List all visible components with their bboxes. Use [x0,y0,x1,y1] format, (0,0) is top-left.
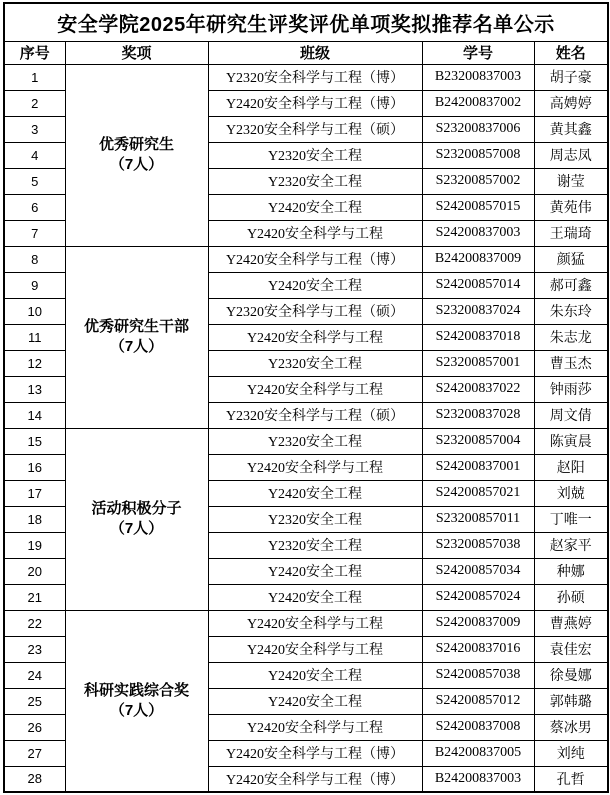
col-header-award: 奖项 [65,41,208,64]
row-number-cell: 15 [4,428,65,454]
student-id-cell: S24200857021 [422,480,534,506]
award-name: 优秀研究生干部 [83,317,189,335]
row-number-cell: 24 [4,662,65,688]
student-name-cell: 袁佳宏 [534,636,608,662]
table-row [4,428,608,454]
class-cell: Y2320安全工程 [208,142,422,168]
row-number-cell: 4 [4,142,65,168]
award-group-cell [65,428,208,610]
student-id-cell: S23200837024 [422,298,534,324]
class-cell: Y2320安全工程 [208,428,422,454]
student-id-cell: S24200837009 [422,610,534,636]
row-number-cell: 27 [4,740,65,766]
row-number-cell: 7 [4,220,65,246]
student-id-cell: B24200837002 [422,90,534,116]
student-id-cell: B23200837003 [422,64,534,90]
student-name-cell: 朱东玲 [534,298,608,324]
award-name: 活动积极分子 [91,499,182,517]
student-name-cell: 赵阳 [534,454,608,480]
class-cell: Y2420安全科学与工程 [208,636,422,662]
class-cell: Y2320安全科学与工程（硕） [208,402,422,428]
student-id-cell: S24200857038 [422,662,534,688]
col-header-class: 班级 [208,41,422,64]
student-name-cell: 曹燕婷 [534,610,608,636]
class-cell: Y2320安全科学与工程（硕） [208,298,422,324]
student-id-cell: S23200857001 [422,350,534,376]
student-id-cell: S24200857012 [422,688,534,714]
table-row [4,246,608,272]
class-cell: Y2420安全工程 [208,584,422,610]
class-cell: Y2420安全科学与工程（博） [208,740,422,766]
class-cell: Y2420安全工程 [208,194,422,220]
award-group-cell [65,610,208,792]
award-count: （7人） [109,520,164,537]
student-id-cell: S24200837018 [422,324,534,350]
row-number-cell: 18 [4,506,65,532]
col-header-name: 姓名 [534,41,608,64]
col-header-student-id: 学号 [422,41,534,64]
student-name-cell: 周文倩 [534,402,608,428]
class-cell: Y2420安全科学与工程 [208,324,422,350]
student-name-cell: 钟雨莎 [534,376,608,402]
class-cell: Y2320安全工程 [208,532,422,558]
class-cell: Y2420安全科学与工程 [208,220,422,246]
class-cell: Y2420安全科学与工程 [208,714,422,740]
student-name-cell: 刘兢 [534,480,608,506]
row-number-cell: 28 [4,766,65,792]
row-number-cell: 20 [4,558,65,584]
student-name-cell: 徐曼娜 [534,662,608,688]
student-id-cell: B24200837009 [422,246,534,272]
student-name-cell: 孙硕 [534,584,608,610]
student-name-cell: 谢莹 [534,168,608,194]
table-header-row [4,41,608,64]
student-id-cell: S23200857004 [422,428,534,454]
row-number-cell: 22 [4,610,65,636]
student-name-cell: 种娜 [534,558,608,584]
row-number-cell: 26 [4,714,65,740]
row-number-cell: 16 [4,454,65,480]
student-name-cell: 赵家平 [534,532,608,558]
student-name-cell: 蔡冰男 [534,714,608,740]
award-name: 科研实践综合奖 [83,681,189,699]
student-name-cell: 黄其鑫 [534,116,608,142]
student-id-cell: S23200857011 [422,506,534,532]
page-title: 安全学院2025年研究生评奖评优单项奖拟推荐名单公示 [4,3,608,41]
table-row [4,64,608,90]
row-number-cell: 19 [4,532,65,558]
award-table [3,2,609,793]
class-cell: Y2420安全工程 [208,662,422,688]
row-number-cell: 25 [4,688,65,714]
student-id-cell: B24200837005 [422,740,534,766]
row-number-cell: 3 [4,116,65,142]
row-number-cell: 9 [4,272,65,298]
class-cell: Y2420安全科学与工程（博） [208,90,422,116]
row-number-cell: 14 [4,402,65,428]
student-id-cell: S24200857024 [422,584,534,610]
student-name-cell: 朱志龙 [534,324,608,350]
class-cell: Y2420安全工程 [208,688,422,714]
student-id-cell: S24200837003 [422,220,534,246]
row-number-cell: 5 [4,168,65,194]
table-body [4,64,608,792]
row-number-cell: 10 [4,298,65,324]
award-count: （7人） [109,338,164,355]
class-cell: Y2420安全科学与工程 [208,454,422,480]
title-row [4,3,608,41]
row-number-cell: 8 [4,246,65,272]
student-id-cell: S24200837022 [422,376,534,402]
class-cell: Y2320安全工程 [208,168,422,194]
award-count: （7人） [109,701,164,719]
student-id-cell: S24200857014 [422,272,534,298]
student-id-cell: S23200837006 [422,116,534,142]
student-id-cell: S24200837008 [422,714,534,740]
student-name-cell: 郭韩璐 [534,688,608,714]
row-number-cell: 13 [4,376,65,402]
table-row [4,610,608,636]
student-id-cell: S23200857008 [422,142,534,168]
award-group-cell [65,64,208,246]
col-header-no: 序号 [4,41,65,64]
row-number-cell: 1 [4,64,65,90]
class-cell: Y2420安全科学与工程（博） [208,246,422,272]
class-cell: Y2320安全科学与工程（博） [208,64,422,90]
row-number-cell: 12 [4,350,65,376]
row-number-cell: 17 [4,480,65,506]
class-cell: Y2320安全科学与工程（硕） [208,116,422,142]
student-name-cell: 颜猛 [534,246,608,272]
student-id-cell: S23200837028 [422,402,534,428]
class-cell: Y2420安全科学与工程 [208,610,422,636]
row-number-cell: 2 [4,90,65,116]
class-cell: Y2420安全工程 [208,558,422,584]
row-number-cell: 23 [4,636,65,662]
student-name-cell: 曹玉杰 [534,350,608,376]
class-cell: Y2420安全工程 [208,272,422,298]
student-name-cell: 郝可鑫 [534,272,608,298]
class-cell: Y2420安全工程 [208,480,422,506]
student-id-cell: S23200857038 [422,532,534,558]
student-id-cell: S24200857015 [422,194,534,220]
row-number-cell: 21 [4,584,65,610]
student-name-cell: 丁唯一 [534,506,608,532]
student-id-cell: S24200857034 [422,558,534,584]
award-name: 优秀研究生 [98,135,174,153]
student-name-cell: 陈寅晨 [534,428,608,454]
class-cell: Y2320安全工程 [208,350,422,376]
student-name-cell: 胡子豪 [534,64,608,90]
student-name-cell: 孔哲 [534,766,608,792]
student-name-cell: 黄苑伟 [534,194,608,220]
class-cell: Y2420安全科学与工程（博） [208,766,422,792]
award-group-cell [65,246,208,428]
student-name-cell: 周志凤 [534,142,608,168]
row-number-cell: 6 [4,194,65,220]
student-name-cell: 王瑞琦 [534,220,608,246]
student-id-cell: S24200837016 [422,636,534,662]
student-id-cell: B24200837003 [422,766,534,792]
row-number-cell: 11 [4,324,65,350]
award-count: （7人） [109,156,164,173]
class-cell: Y2420安全科学与工程 [208,376,422,402]
student-id-cell: S23200857002 [422,168,534,194]
student-name-cell: 刘纯 [534,740,608,766]
student-name-cell: 高娉婷 [534,90,608,116]
student-id-cell: S24200837001 [422,454,534,480]
class-cell: Y2320安全工程 [208,506,422,532]
